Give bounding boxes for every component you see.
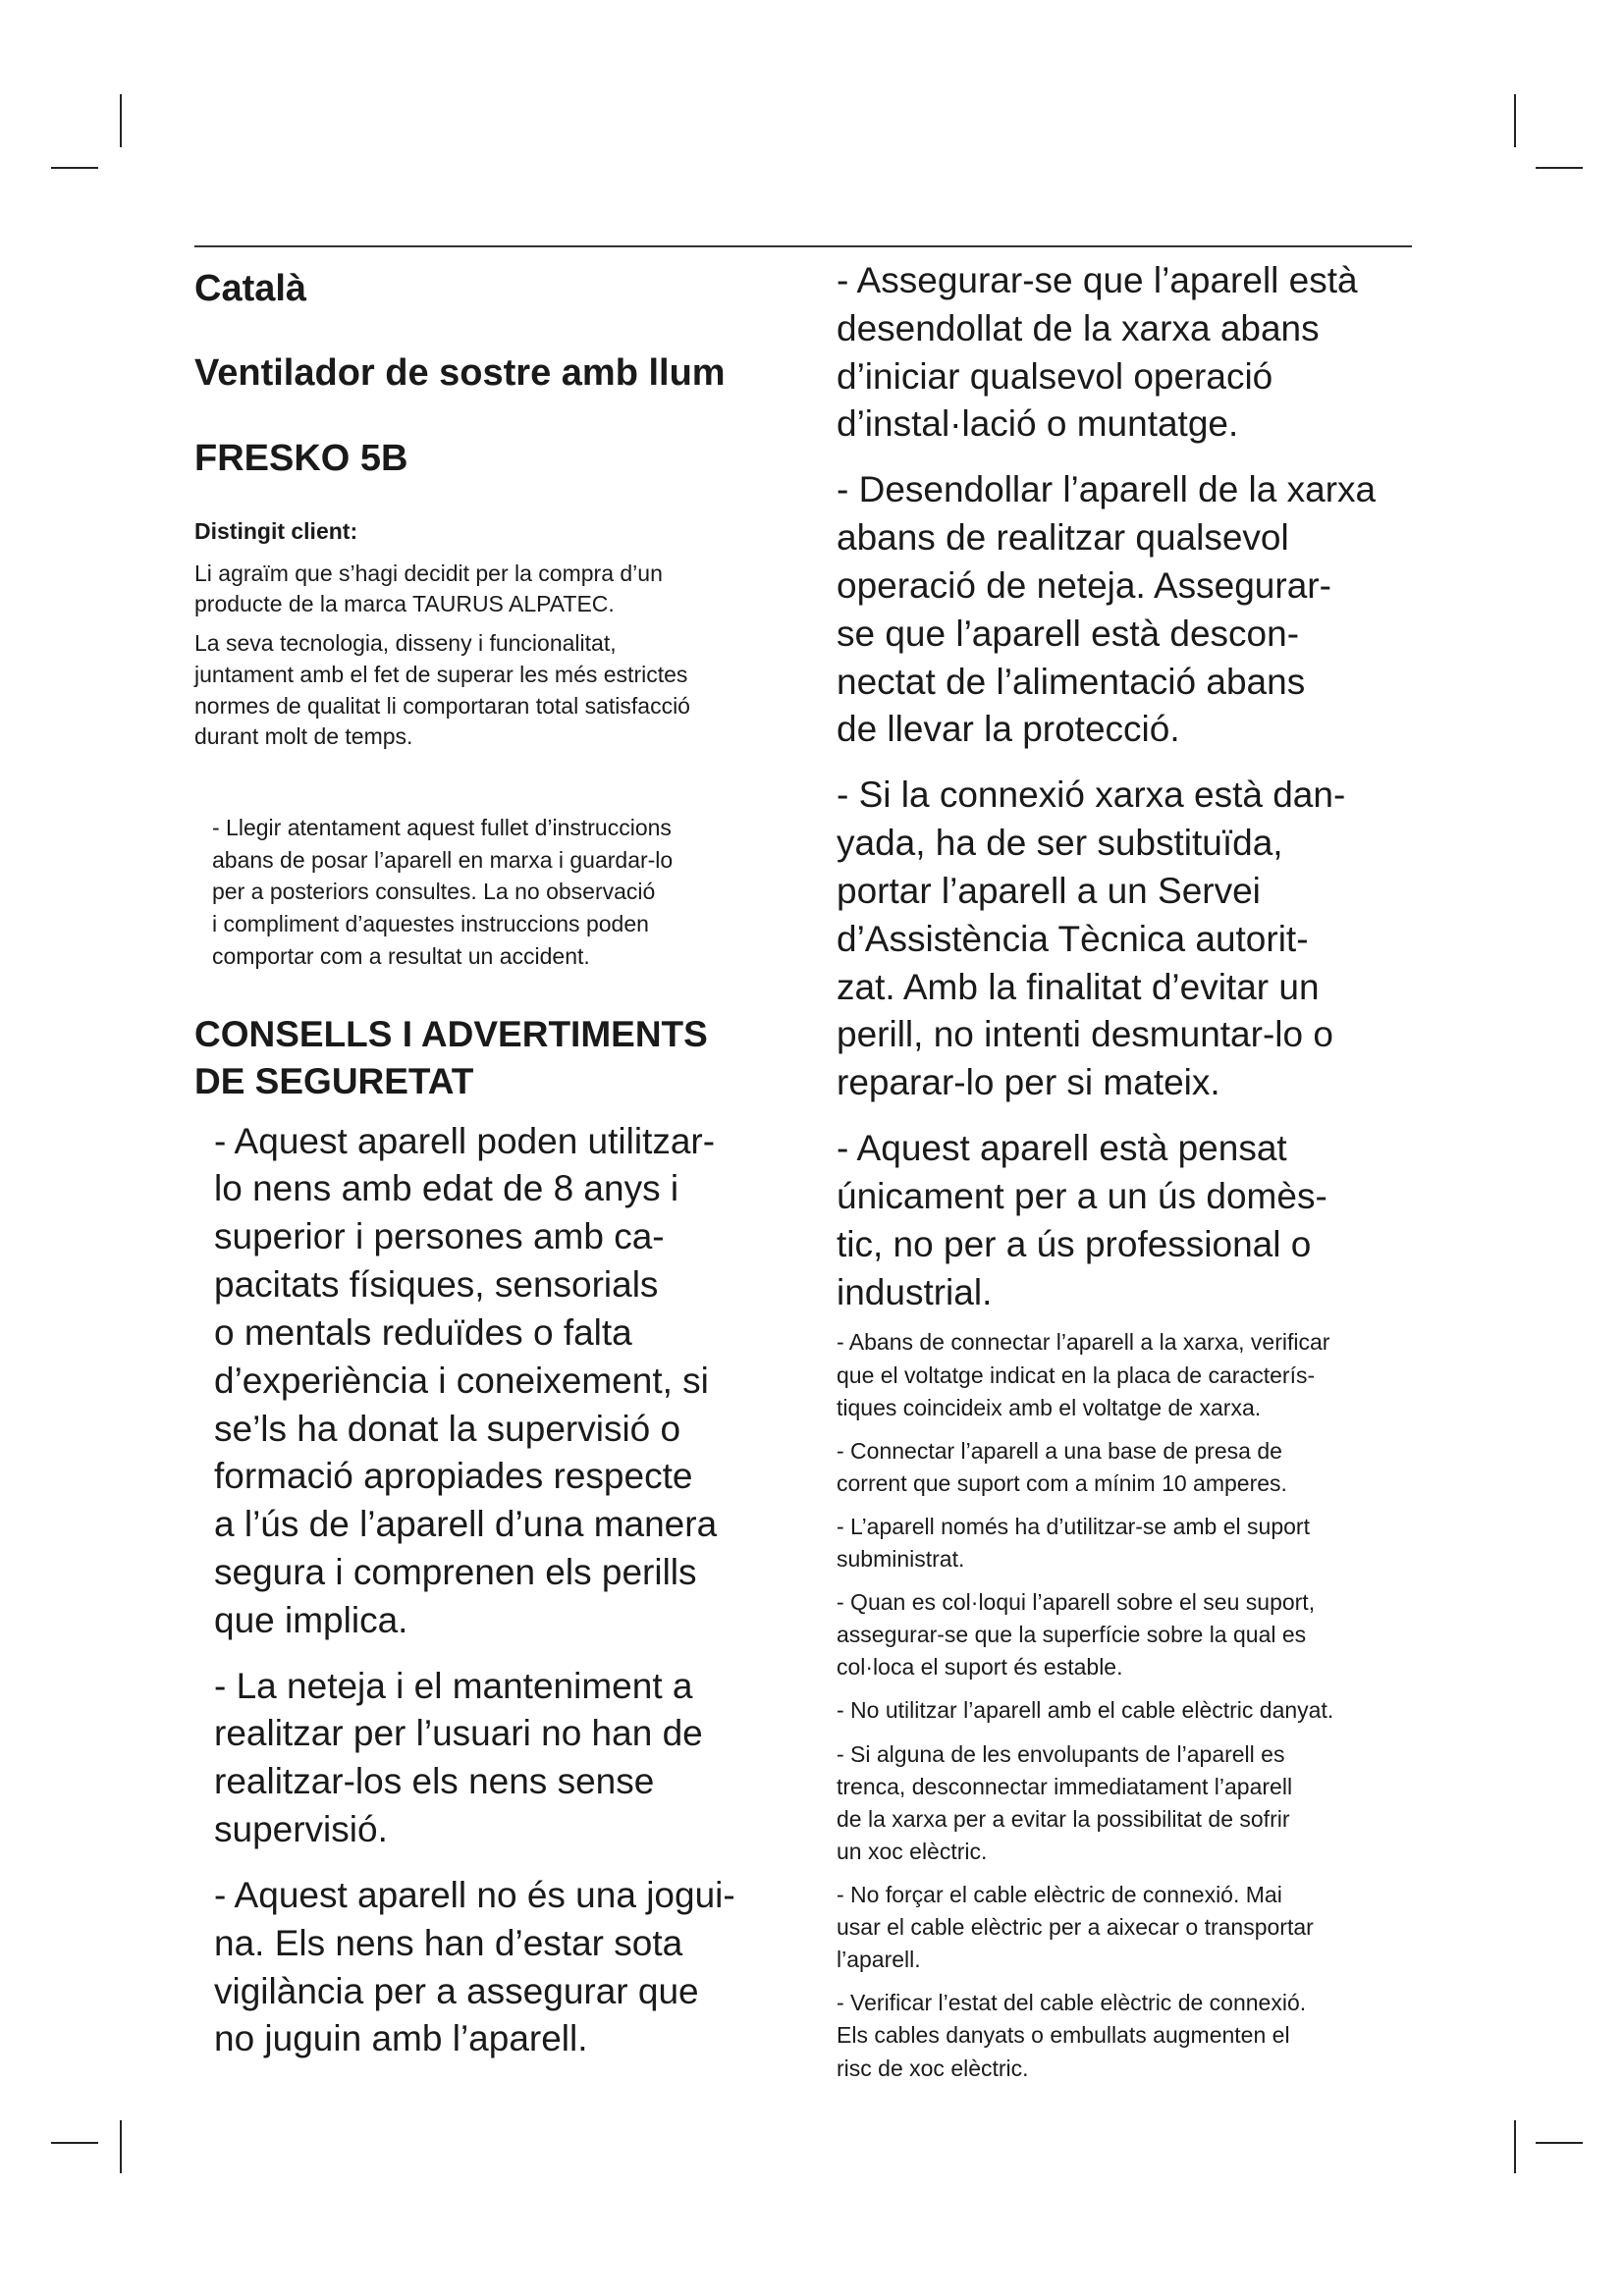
language-heading: Català <box>194 268 307 309</box>
safety-item: - Aquest aparell està pensat únicament per a un ús domès- tic, no per a ús professional o industrial. <box>837 1128 1327 1312</box>
safety-item: - La neteja i el manteniment a realitzar per l’usuari no han de realitzar-los els nens sense supervisió. <box>214 1665 703 1850</box>
safety-item-small: - Verificar l’estat del cable elèctric de connexió. Els cables danyats o embullats augmenten el risc de xoc elèctric. <box>837 1990 1307 2081</box>
safety-item-small: - Abans de connectar l’aparell a la xarxa, verificar que el voltatge indicat en la placa de caracterís- tiques coincideix amb el voltatge de xarxa. <box>837 1329 1330 1420</box>
safety-item: - Aquest aparell no és una jogui- na. Els nens han d’estar sota vigilància per a assegurar que no juguin amb l’aparell. <box>214 1874 735 2059</box>
crop-mark-bottom-left-horizontal <box>51 2142 98 2144</box>
model-name: FRESKO 5B <box>194 438 408 480</box>
left-column <box>194 257 784 2081</box>
safety-section-heading: CONSELLS I ADVERTIMENTS DE SEGURETAT <box>194 1014 708 1102</box>
product-title: Ventilador de sostre amb llum <box>194 351 726 394</box>
safety-item-small: - Quan es col·loqui l’aparell sobre el seu suport, assegurar-se que la superfície sobre la qual es col·loca el suport és estable. <box>837 1589 1316 1681</box>
read-instructions-notice: - Llegir atentament aquest fullet d’instruccions abans de posar l’aparell en marxa i guardar-lo per a posteriors consultes. La no observació i compliment d’aquestes instruccions poden comportar com a resultat un accident. <box>212 815 674 969</box>
safety-item-small: - L’aparell només ha d’utilitzar-se amb el suport subministrat. <box>837 1513 1310 1573</box>
crop-mark-top-left-vertical <box>120 94 122 147</box>
right-column <box>837 257 1465 2096</box>
crop-mark-top-right-horizontal <box>1536 167 1583 169</box>
safety-item: - Assegurar-se que l’aparell està desendollat de la xarxa abans d’iniciar qualsevol operació d’instal·lació o muntatge. <box>837 260 1358 445</box>
safety-item: - Aquest aparell poden utilitzar- lo nens amb edat de 8 anys i superior i persones amb ca- pacitats físiques, sensorials o mentals reduïdes o falta d’experiència i coneixement, si se’ls ha donat la supervisió o formació apropiades respecte a l’ús de l’aparell d’una manera segura i comprenen els perills que implica. <box>214 1120 718 1640</box>
header-rule <box>194 245 1412 247</box>
safety-item: - Si la connexió xarxa està dan- yada, ha de ser substituïda, portar l’aparell a un Servei d’Assistència Tècnica autorit- zat. Amb la finalitat d’evitar un perill, no intenti desmuntar-lo o reparar-lo per si mateix. <box>837 774 1346 1103</box>
crop-mark-bottom-right-horizontal <box>1536 2142 1583 2144</box>
safety-item-small: - No utilitzar l’aparell amb el cable elèctric danyat. <box>837 1697 1334 1724</box>
safety-item-small: - No forçar el cable elèctric de connexió. Mai usar el cable elèctric per a aixecar o transportar l’aparell. <box>837 1882 1314 1973</box>
safety-item-small: - Si alguna de les envolupants de l’aparell es trenca, desconnectar immediatament l’aparell de la xarxa per a evitar la possibilitat de sofrir un xoc elèctric. <box>837 1740 1293 1864</box>
greeting: Distingit client: <box>194 517 358 544</box>
intro-paragraph: La seva tecnologia, disseny i funcionalitat, juntament amb el fet de superar les més estrictes normes de qualitat li comportaran total satisfacció durant molt de temps. <box>194 630 690 750</box>
small-safety-list <box>837 1326 1465 2084</box>
safety-item: - Desendollar l’aparell de la xarxa abans de realitzar qualsevol operació de neteja. Assegurar- se que l’aparell està descon- nectat de l’alimentació abans de llevar la protecció. <box>837 469 1377 750</box>
crop-mark-bottom-right-vertical <box>1514 2120 1516 2173</box>
safety-item-small: - Connectar l’aparell a una base de presa de corrent que suport com a mínim 10 amperes. <box>837 1437 1287 1496</box>
crop-mark-top-right-vertical <box>1514 94 1516 147</box>
crop-mark-bottom-left-vertical <box>120 2120 122 2173</box>
crop-mark-top-left-horizontal <box>51 167 98 169</box>
intro-paragraph: Li agraïm que s’hagi decidit per la compra d’un producte de la marca TAURUS ALPATEC. <box>194 560 663 617</box>
